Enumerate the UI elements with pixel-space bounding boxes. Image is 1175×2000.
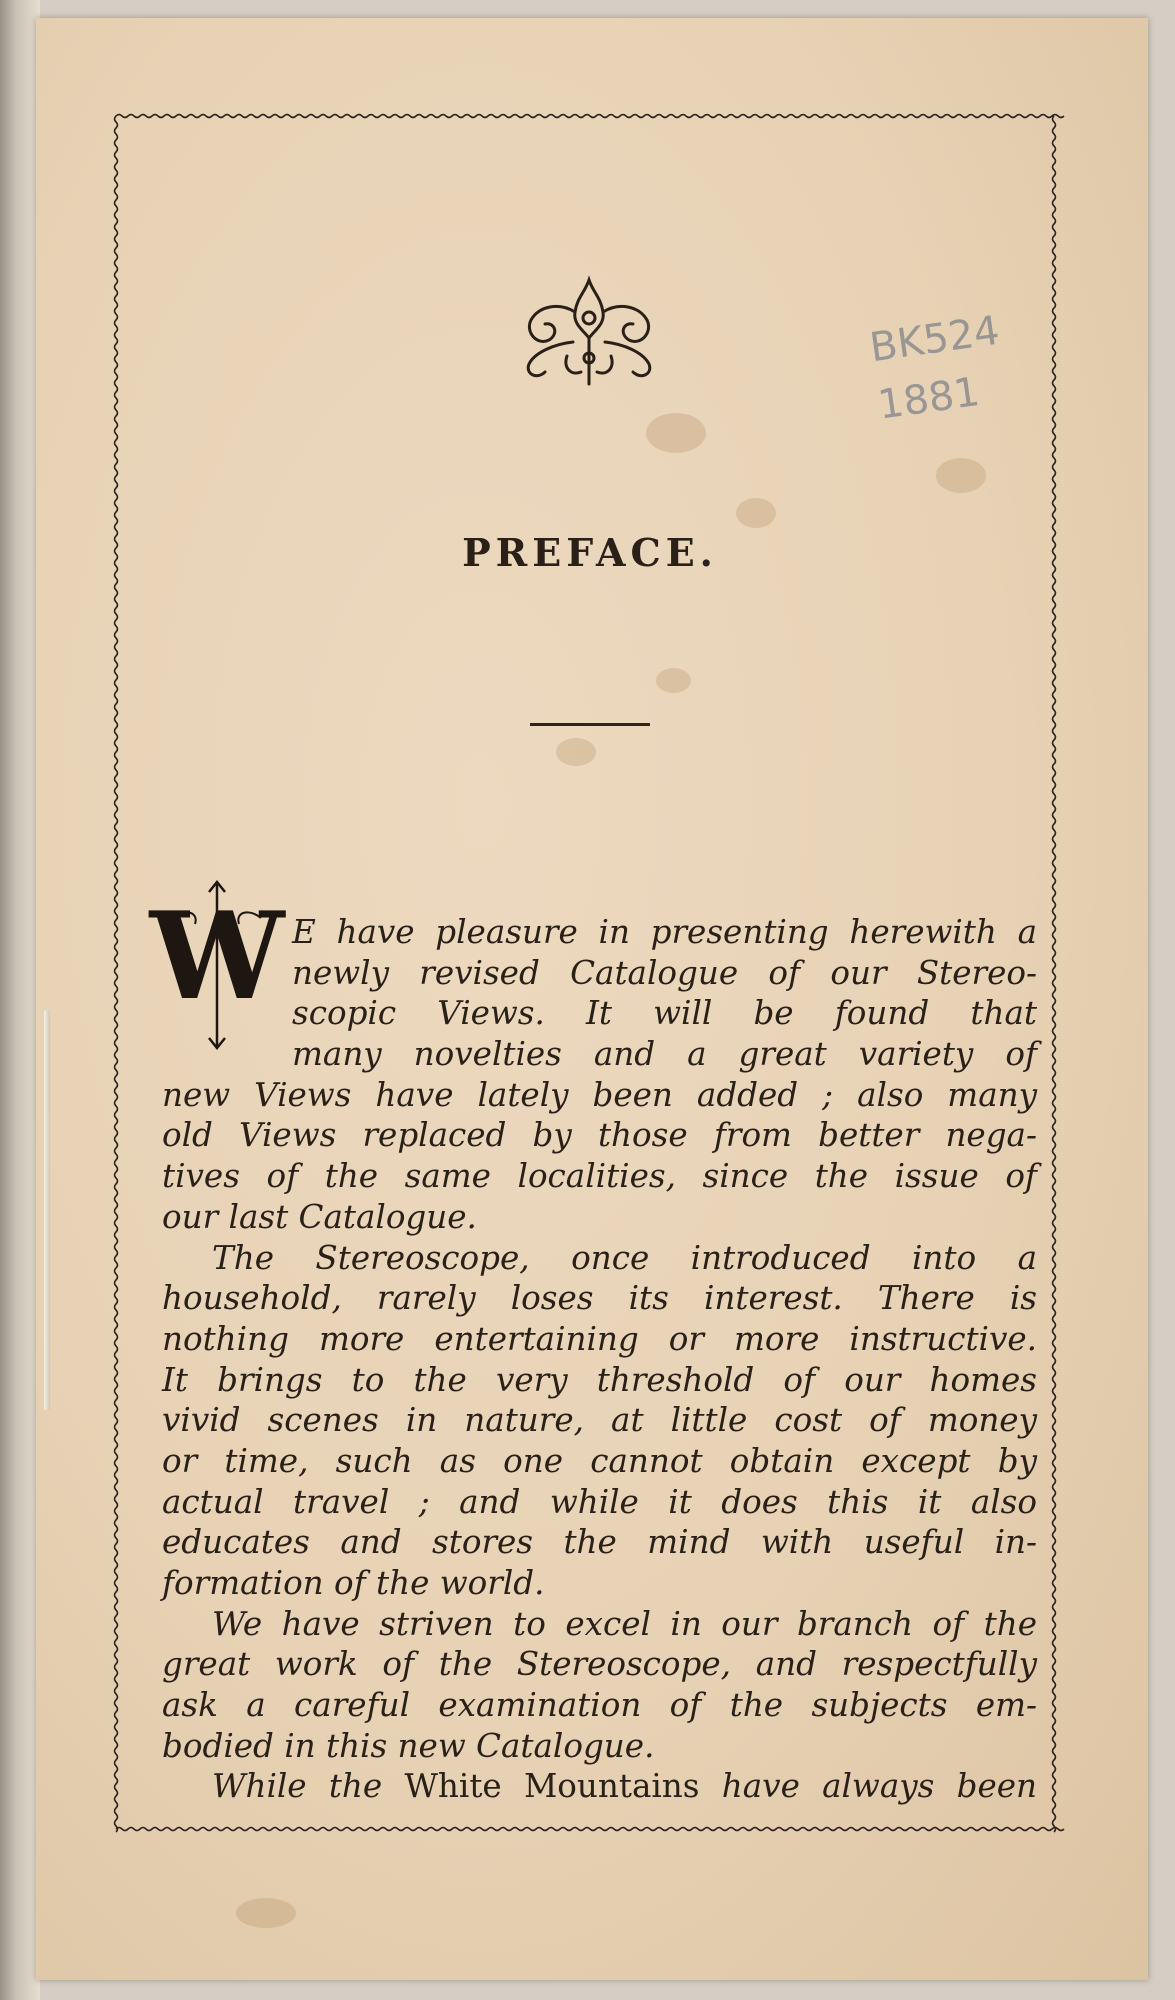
text-line: E have pleasure in presenting herewith a bbox=[292, 913, 1037, 951]
foxing-spot bbox=[236, 1898, 296, 1928]
foxing-spot bbox=[736, 498, 776, 528]
text-line: The Stereoscope, once introduced into a bbox=[212, 1238, 1037, 1277]
text-line: It brings to the very threshold of our homes bbox=[162, 1360, 1037, 1399]
text-line: household, rarely loses its interest. There is bbox=[162, 1279, 1037, 1318]
text-line: vivid scenes in nature, at little cost of money bbox=[162, 1401, 1037, 1440]
text-line: new Views have lately been added ; also many bbox=[162, 1075, 1037, 1114]
stamp-line: 1881 bbox=[875, 368, 983, 429]
title-rule bbox=[530, 723, 650, 726]
binding-stitch bbox=[44, 1010, 50, 1410]
stamp-line: BK524 bbox=[867, 307, 1003, 372]
text-line: our last Catalogue. bbox=[162, 1197, 477, 1236]
library-stamp bbox=[866, 302, 1016, 469]
text-line: ask a careful examination of the subjects em- bbox=[162, 1686, 1037, 1725]
text-line: nothing more entertaining or more instructive. bbox=[162, 1319, 1037, 1358]
text-line: newly revised Catalogue of our Stereo- bbox=[292, 953, 1037, 992]
text-line: old Views replaced by those from better nega- bbox=[162, 1116, 1037, 1155]
text-line bbox=[162, 1766, 1037, 1807]
text-line: bodied in this new Catalogue. bbox=[162, 1726, 655, 1765]
text-line: tives of the same localities, since the issue of bbox=[162, 1157, 1037, 1196]
text-line: great work of the Stereoscope, and respectfully bbox=[162, 1645, 1037, 1684]
paragraph-4 bbox=[162, 1766, 1037, 1807]
text-fragment: have always been bbox=[699, 1767, 1038, 1806]
preface-body bbox=[162, 912, 1037, 1807]
text-line: many novelties and a great variety of bbox=[292, 1035, 1037, 1074]
paragraph-3 bbox=[162, 1604, 1037, 1767]
foxing-spot bbox=[656, 668, 691, 693]
foxing-spot bbox=[936, 458, 986, 493]
text-fragment: While the bbox=[212, 1767, 405, 1806]
foxing-spot bbox=[556, 738, 596, 766]
emphasis-white-mountains: White Mountains bbox=[404, 1767, 700, 1806]
left-page-edge bbox=[0, 0, 40, 2000]
paragraph-2 bbox=[162, 1238, 1037, 1604]
text-line: We have striven to excel in our branch of the bbox=[212, 1604, 1037, 1643]
fleuron-ornament-icon bbox=[515, 272, 663, 392]
text-line: actual travel ; and while it does this it also bbox=[162, 1482, 1037, 1521]
paragraph-1 bbox=[162, 912, 1037, 1238]
text-line: or time, such as one cannot obtain except by bbox=[162, 1441, 1037, 1480]
text-line: scopic Views. It will be found that bbox=[292, 994, 1037, 1033]
foxing-spot bbox=[646, 413, 706, 453]
drop-cap-letter: W bbox=[149, 886, 285, 1027]
text-line: educates and stores the mind with useful in- bbox=[162, 1523, 1037, 1562]
text-line: formation of the world. bbox=[162, 1564, 545, 1602]
page-title: PREFACE. bbox=[462, 530, 718, 575]
